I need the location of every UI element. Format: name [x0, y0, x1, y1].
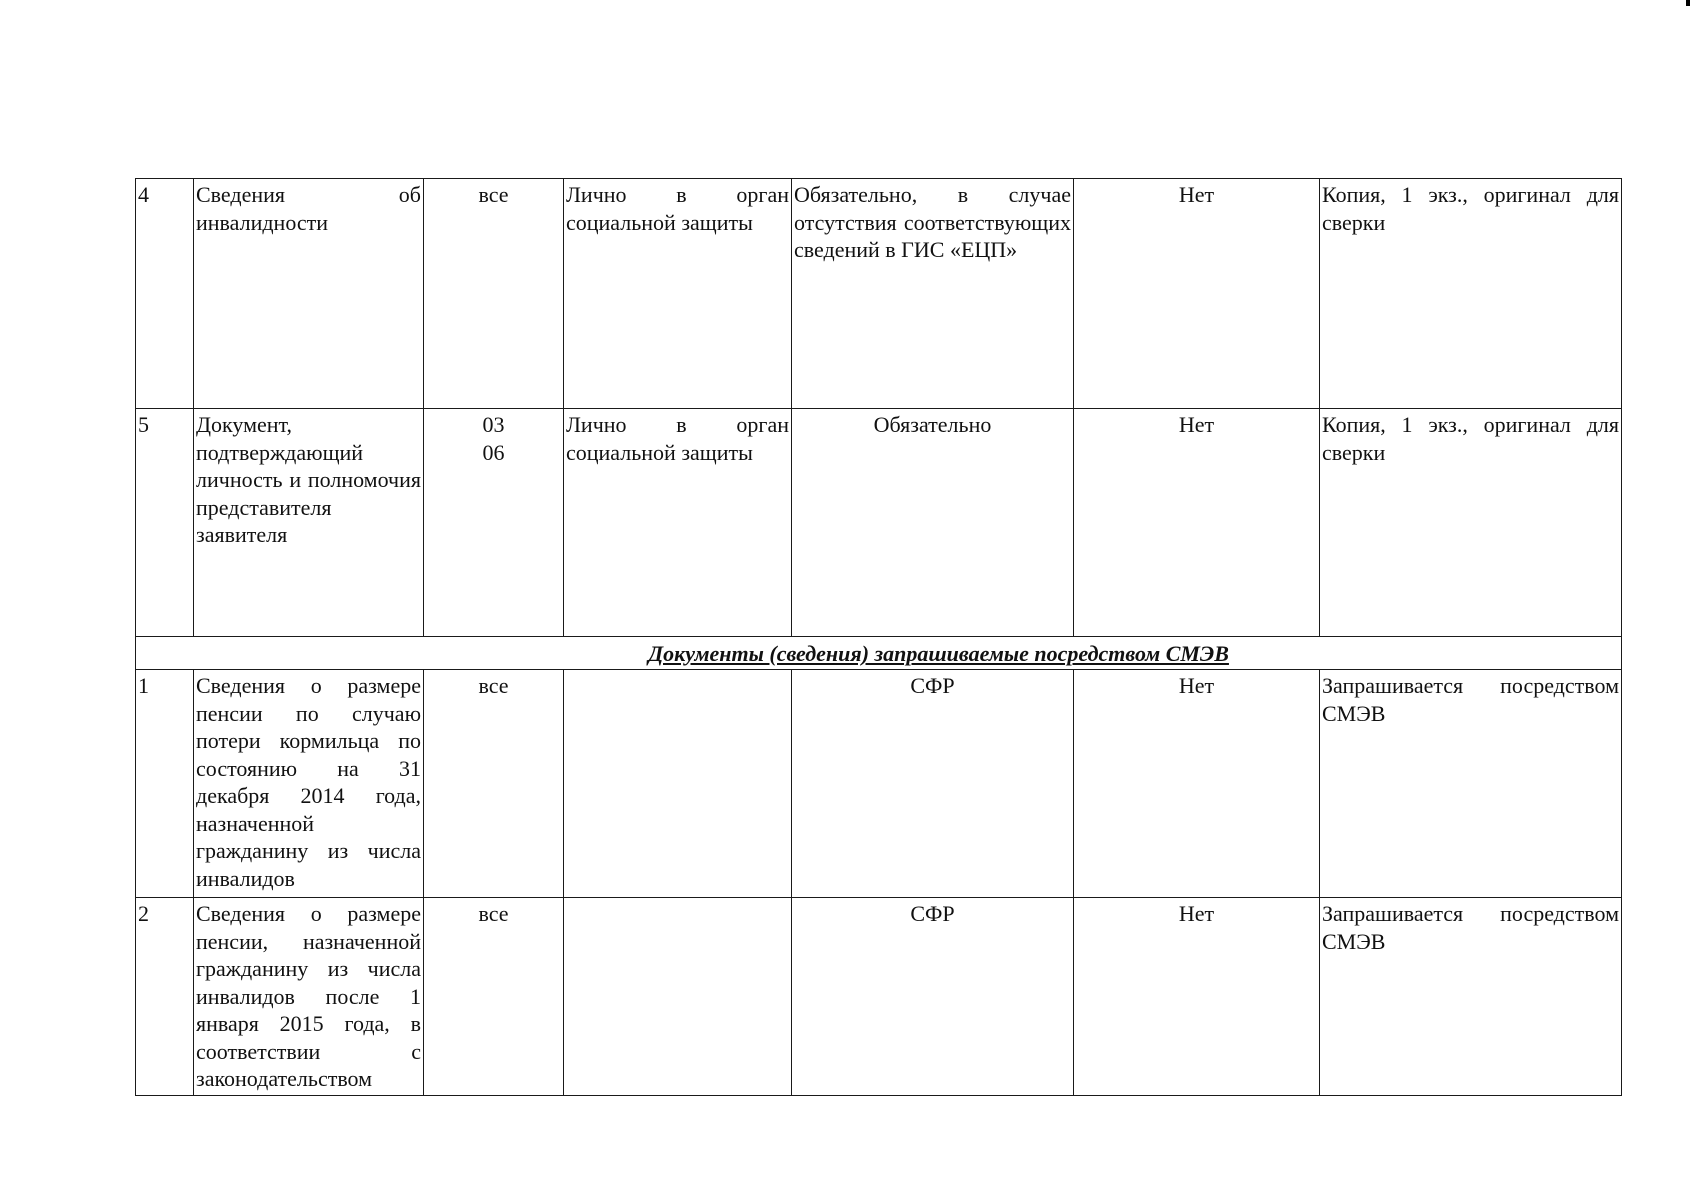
submission-method [564, 670, 792, 898]
document-form: Запрашивается посредством СМЭВ [1320, 898, 1622, 1096]
requirement: Обязательно, в случае отсутствия соответствующих сведений в ГИС «ЕЦП» [792, 179, 1074, 409]
document-form: Копия, 1 экз., оригинал для сверки [1320, 179, 1622, 409]
applicant-category: все [424, 670, 564, 898]
submission-method: Лично в орган социальной защиты [564, 179, 792, 409]
section-header-cell [136, 637, 1622, 670]
document-name: Документ, подтверждающий личность и полномочия представителя заявителя [194, 409, 424, 637]
row-number: 4 [136, 179, 194, 409]
document-form: Запрашивается посредством СМЭВ [1320, 670, 1622, 898]
document-form: Копия, 1 экз., оригинал для сверки [1320, 409, 1622, 637]
table-row [136, 670, 1622, 898]
applicant-category: все [424, 179, 564, 409]
requirement: СФР [792, 670, 1074, 898]
applicant-category: 03 06 [424, 409, 564, 637]
requirement: Обязательно [792, 409, 1074, 637]
documents-table [135, 178, 1622, 1096]
document-name: Сведения о размере пенсии по случаю потери кормильца по состоянию на 31 декабря 2014 года, назначенной гражданину из числа инвалидов [194, 670, 424, 898]
row-number: 5 [136, 409, 194, 637]
submission-method: Лично в орган социальной защиты [564, 409, 792, 637]
applicant-category: все [424, 898, 564, 1096]
flag-value: Нет [1074, 409, 1320, 637]
table-row [136, 409, 1622, 637]
section-header-row [136, 637, 1622, 670]
flag-value: Нет [1074, 179, 1320, 409]
flag-value: Нет [1074, 898, 1320, 1096]
flag-value: Нет [1074, 670, 1320, 898]
scan-corner-mark [1686, 0, 1690, 6]
row-number: 1 [136, 670, 194, 898]
requirement: СФР [792, 898, 1074, 1096]
row-number: 2 [136, 898, 194, 1096]
submission-method [564, 898, 792, 1096]
table-row [136, 898, 1622, 1096]
document-name: Сведения об инвалидности [194, 179, 424, 409]
document-name: Сведения о размере пенсии, назначенной гражданину из числа инвалидов после 1 января 2015 года, в соответствии с законодательством [194, 898, 424, 1096]
table-row [136, 179, 1622, 409]
section-title: Документы (сведения) запрашиваемые посредством СМЭВ [648, 641, 1229, 666]
